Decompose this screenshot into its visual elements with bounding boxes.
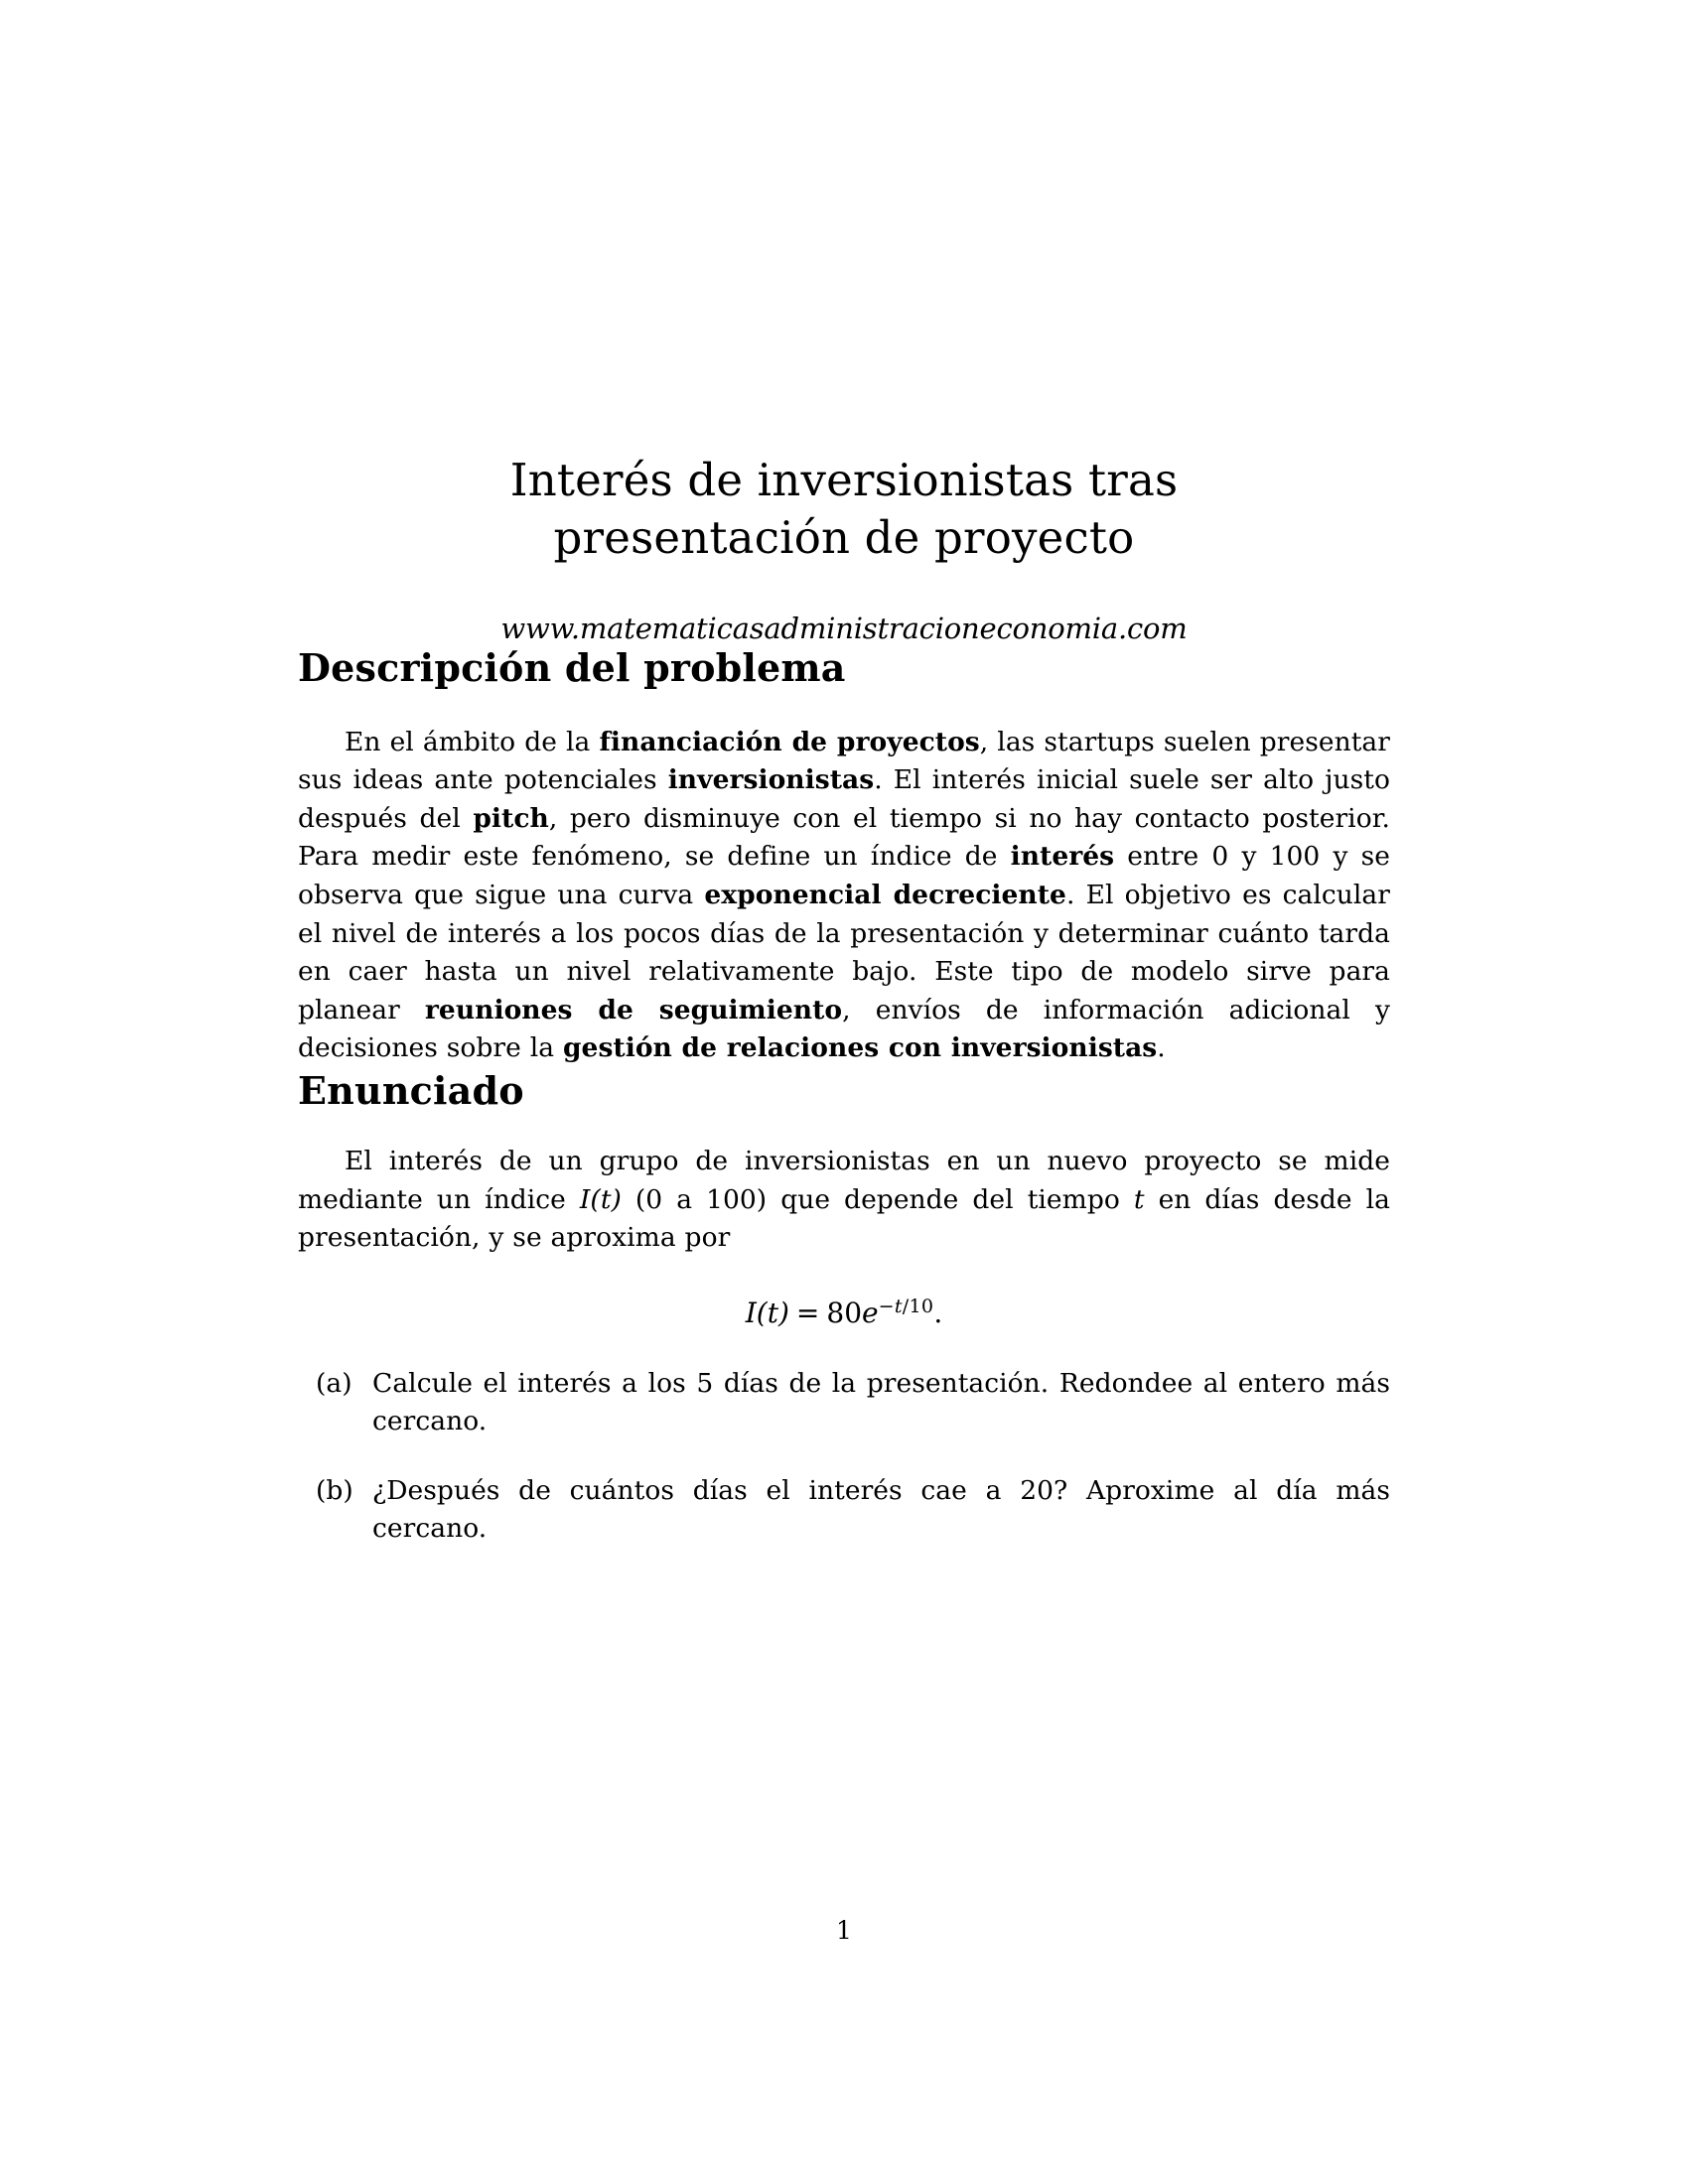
list-item xyxy=(298,1365,1390,1441)
par-text-5: entre 0 y 100 y se observa que sigue una curva xyxy=(298,841,1390,910)
equation-lhs-argument: (t) xyxy=(756,1296,789,1329)
equation-coefficient: 80 xyxy=(826,1296,863,1329)
exponent-slash: / xyxy=(902,1295,910,1317)
exponent-sign: − xyxy=(878,1295,895,1317)
title-line-2: presentación de proyecto xyxy=(553,510,1135,564)
equation-exponent xyxy=(879,1296,934,1317)
par-text-8: . xyxy=(1157,1032,1166,1064)
item-marker-a: (a) xyxy=(316,1367,352,1399)
par-text-3: . El interés inicial suele ser alto justo después del xyxy=(298,764,1391,834)
par-bold-reuniones-seguimiento: reuniones de seguimiento xyxy=(424,994,843,1025)
equation-expression xyxy=(746,1296,943,1329)
par-text-7: , envíos de información adicional y decisiones sobre la xyxy=(298,994,1391,1064)
exponent-denominator: 10 xyxy=(909,1295,934,1317)
equation-lhs-function: I xyxy=(745,1296,757,1329)
item-text-b: ¿Después de cuántos días el interés cae a 20? Aproxime al día más cercano. xyxy=(372,1474,1390,1545)
item-text-a: Calcule el interés a los 5 días de la presentación. Redondee al entero más cercano. xyxy=(372,1367,1390,1437)
enun-text-3: en días desde la presentación, y se aproxima por xyxy=(298,1183,1390,1254)
source-website: www.matematicasadministracioneconomia.com xyxy=(500,612,1188,646)
par-bold-gestion-relaciones: gestión de relaciones con inversionistas xyxy=(562,1032,1158,1064)
question-list xyxy=(298,1365,1390,1549)
par-bold-interes: interés xyxy=(1010,841,1115,873)
page-title xyxy=(298,452,1390,566)
equation-base-e: e xyxy=(862,1296,879,1329)
display-equation xyxy=(298,1296,1390,1329)
par-bold-pitch: pitch xyxy=(473,802,549,834)
enun-text-2: (0 a 100) que depende del tiempo xyxy=(621,1183,1134,1215)
par-bold-inversionistas: inversionistas xyxy=(667,764,875,796)
par-text-6: . El objetivo es calcular el nivel de interés a los pocos días de la presentación y determinar cuánto tarda en caer hasta un nivel relativamente bajo. Este tipo de modelo sirve para planear xyxy=(298,879,1391,1025)
page-number: 1 xyxy=(836,1916,852,1945)
math-index-function: I(t) xyxy=(579,1183,622,1215)
paragraph-enunciado xyxy=(298,1143,1390,1258)
section-heading-descripcion: Descripción del problema xyxy=(298,645,846,691)
exponent-numerator: t xyxy=(894,1295,903,1317)
page-content xyxy=(298,0,1390,1579)
section-heading-enunciado: Enunciado xyxy=(298,1067,524,1113)
item-marker-b: (b) xyxy=(316,1474,353,1506)
enun-text-1: El interés de un grupo de inversionistas en un nuevo proyecto se mide mediante un índice xyxy=(298,1146,1390,1215)
par-bold-exponencial-decreciente: exponencial decreciente xyxy=(704,879,1066,910)
equation-equals-sign: = xyxy=(795,1296,820,1329)
par-text-4: , pero disminuye con el tiempo si no hay contacto posterior. Para medir este fenómeno, se define un índice de xyxy=(298,802,1390,873)
title-line-1: Interés de inversionistas tras xyxy=(509,454,1179,506)
equation-terminator: . xyxy=(933,1296,943,1329)
paragraph-descripcion xyxy=(298,724,1390,1068)
par-bold-financiacion: financiación de proyectos xyxy=(599,726,980,757)
list-item xyxy=(298,1472,1390,1549)
math-variable-t: t xyxy=(1133,1183,1145,1215)
par-text-2: , las startups suelen presentar sus ideas ante potenciales xyxy=(298,726,1390,796)
par-text-1: En el ámbito de la xyxy=(345,726,600,757)
title-block xyxy=(298,452,1390,645)
